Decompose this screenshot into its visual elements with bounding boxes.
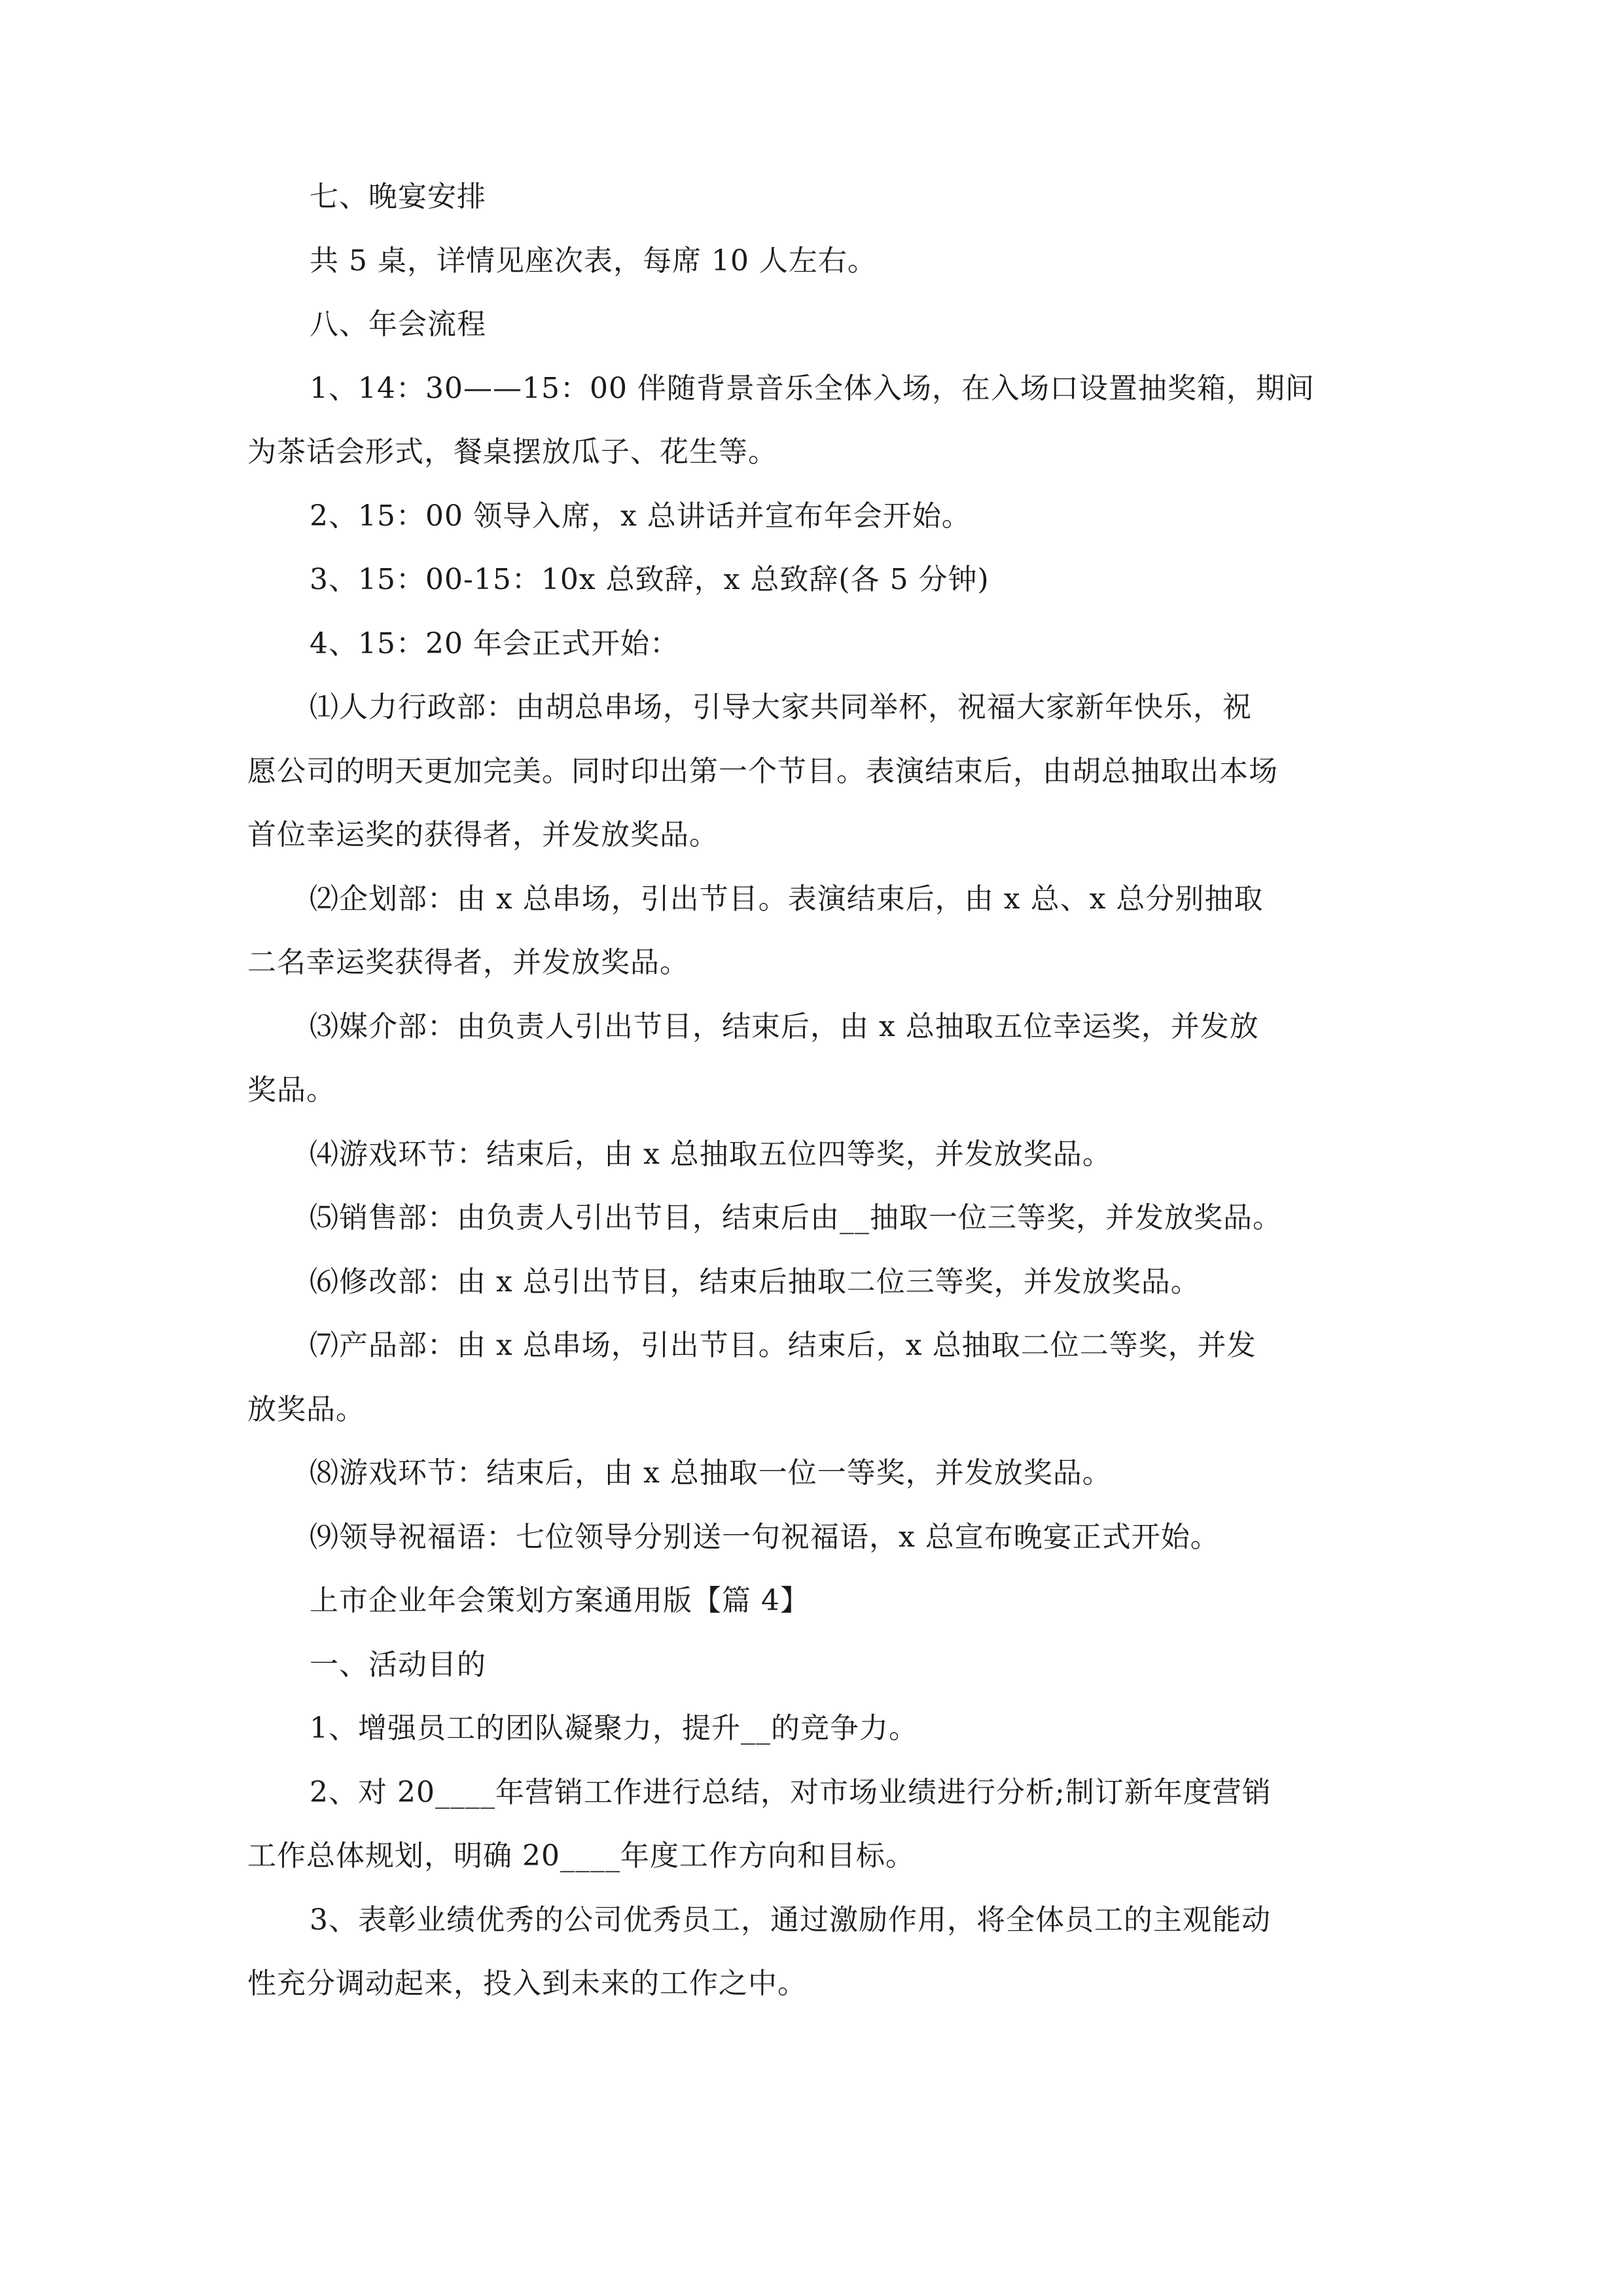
text-line: 1、14：30——15：00 伴随背景音乐全体入场，在入场口设置抽奖箱，期间	[310, 372, 1315, 405]
text-line: 为茶话会形式，餐桌摆放瓜子、花生等。	[247, 435, 777, 469]
text-line: ⑹修改部：由 x 总引出节目，结束后抽取二位三等奖，并发放奖品。	[310, 1265, 1200, 1299]
text-line: 七、晚宴安排	[310, 180, 486, 213]
text-line: 一、活动目的	[310, 1648, 486, 1681]
text-line: 工作总体规划，明确 20____年度工作方向和目标。	[247, 1839, 915, 1873]
text-line: 共 5 桌，详情见座次表，每席 10 人左右。	[310, 244, 877, 278]
text-line: 愿公司的明天更加完美。同时印出第一个节目。表演结束后，由胡总抽取出本场	[247, 755, 1278, 788]
text-line: 2、15：00 领导入席，x 总讲话并宣布年会开始。	[310, 499, 971, 533]
text-line: ⑸销售部：由负责人引出节目，结束后由__抽取一位三等奖，并发放奖品。	[310, 1201, 1282, 1234]
text-line: ⑻游戏环节：结束后，由 x 总抽取一位一等奖，并发放奖品。	[310, 1456, 1112, 1490]
text-line: 2、对 20____年营销工作进行总结，对市场业绩进行分析;制订新年度营销	[310, 1776, 1272, 1809]
text-line: 1、增强员工的团队凝聚力，提升__的竞争力。	[310, 1712, 918, 1745]
text-line: 3、表彰业绩优秀的公司优秀员工，通过激励作用，将全体员工的主观能动	[310, 1903, 1271, 1937]
text-line: 4、15：20 年会正式开始：	[310, 627, 679, 660]
text-line: ⑶媒介部：由负责人引出节目，结束后，由 x 总抽取五位幸运奖，并发放	[310, 1010, 1259, 1043]
text-line: 八、年会流程	[310, 308, 486, 341]
text-line: ⑼领导祝福语：七位领导分别送一句祝福语，x 总宣布晚宴正式开始。	[310, 1520, 1220, 1554]
text-line: 奖品。	[247, 1073, 336, 1107]
text-line: ⑷游戏环节：结束后，由 x 总抽取五位四等奖，并发放奖品。	[310, 1138, 1112, 1171]
text-line: 首位幸运奖的获得者，并发放奖品。	[247, 818, 719, 852]
text-line: 性充分调动起来，投入到未来的工作之中。	[247, 1967, 807, 2000]
text-line: ⑺产品部：由 x 总串场，引出节目。结束后，x 总抽取二位二等奖，并发	[310, 1329, 1257, 1362]
text-line: ⑴人力行政部：由胡总串场，引导大家共同举杯，祝福大家新年快乐，祝	[310, 691, 1252, 724]
text-line: 二名幸运奖获得者，并发放奖品。	[247, 946, 689, 979]
text-line: 3、15：00-15：10x 总致辞，x 总致辞(各 5 分钟)	[310, 563, 990, 596]
text-line: 放奖品。	[247, 1393, 365, 1426]
text-line: 上市企业年会策划方案通用版【篇 4】	[310, 1584, 810, 1617]
text-line: ⑵企划部：由 x 总串场，引出节目。表演结束后，由 x 总、x 总分别抽取	[310, 882, 1264, 916]
